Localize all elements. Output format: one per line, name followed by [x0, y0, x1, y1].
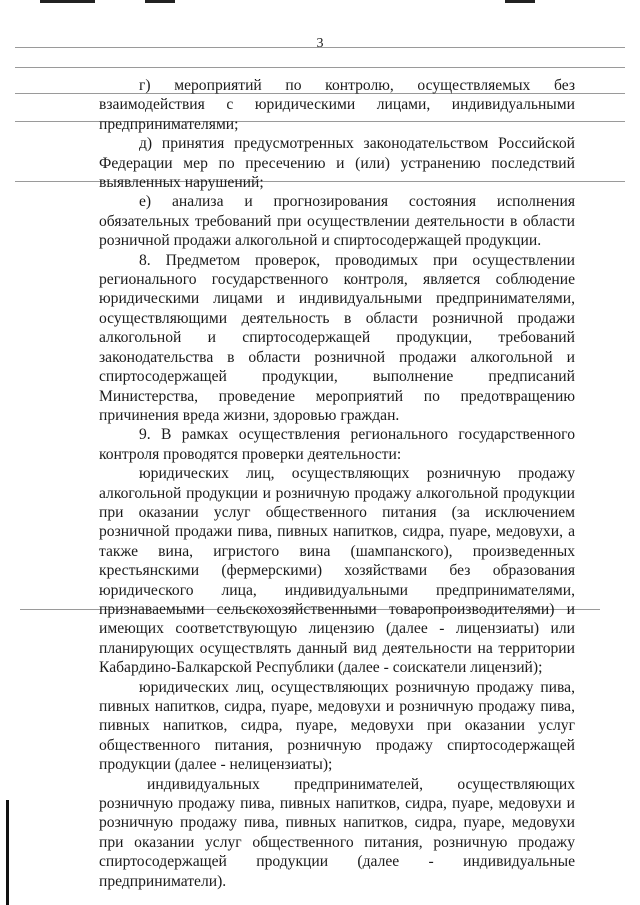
paragraph-e: е) анализа и прогнозирования состояния исполнения обязательных требований при осуществлении деятельности в области розничной продажи алкогольной и спиртосодержащей продукции.: [99, 193, 575, 250]
page-number: 3: [316, 36, 324, 51]
scan-artifact: [505, 0, 535, 3]
document-body: [99, 76, 575, 891]
scan-edge: [6, 800, 9, 905]
paragraph-9: 9. В рамках осуществления регионального государственного контроля проводятся проверки деятельности:: [99, 426, 575, 463]
paragraph-9-entrepreneurs: индивидуальных предпринимателей, осуществляющих розничную продажу пива, пивных напитков, сидра, пуаре, медовухи и розничную продажу пива, пивных напитков, сидра, пуаре, медовухи при оказании услуг общественного питания, розничную продажу спиртосодержащей продукции (далее - индивидуальные предприниматели).: [99, 775, 575, 890]
scan-artifact: [145, 0, 175, 3]
paragraph-9-legal-entities: юридических лиц, осуществляющих розничную продажу алкогольной продукции и розничную продажу алкогольной продукции при оказании услуг общественного питания (за исключением розничной продажи пива, пивных напитков, сидра, пуаре, медовухи, а также вина, игристого вина (шампанского), произведенных крестьянскими (фермерскими) хозяйствами без образования юридического лица, индивидуальными предпринимателями, признаваемыми сельскохозяйственными товаропроизводителями) и имеющих соответствующую лицензию (далее - лицензиаты) или планирующих осуществлять данный вид деятельности на территории Кабардино-Балкарской Республики (далее - соискатели лицензий);: [99, 465, 575, 677]
paragraph-d: д) принятия предусмотренных законодательством Российской Федерации мер по пресечению и (или) устранению последствий выявленных нарушений;: [99, 135, 575, 192]
paragraph-8: 8. Предметом проверок, проводимых при осуществлении регионального государственного контроля, является соблюдение юридическими лицами и индивидуальными предпринимателями, осуществляющими деятельность в области розничной продажи алкогольной и спиртосодержащей продукции, требований законодательства в области розничной продажи алкогольной и спиртосодержащей продукции, выполнение предписаний Министерства, проведение мероприятий по предотвращению причинения вреда жизни, здоровью граждан.: [99, 251, 575, 424]
paragraph-g: г) мероприятий по контролю, осуществляемых без взаимодействия с юридическими лицами, индивидуальными предпринимателями;: [99, 77, 575, 133]
paragraph-9-nonlicensees: юридических лиц, осуществляющих розничную продажу пива, пивных напитков, сидра, пуаре, медовухи и розничную продажу пива, пивных напитков, сидра, пуаре, медовухи при оказании услуг общественного питания, розничную продажу спиртосодержащей продукции (далее - нелицензиаты);: [99, 678, 575, 774]
scan-line: [15, 67, 625, 68]
scan-artifact: [40, 0, 95, 3]
